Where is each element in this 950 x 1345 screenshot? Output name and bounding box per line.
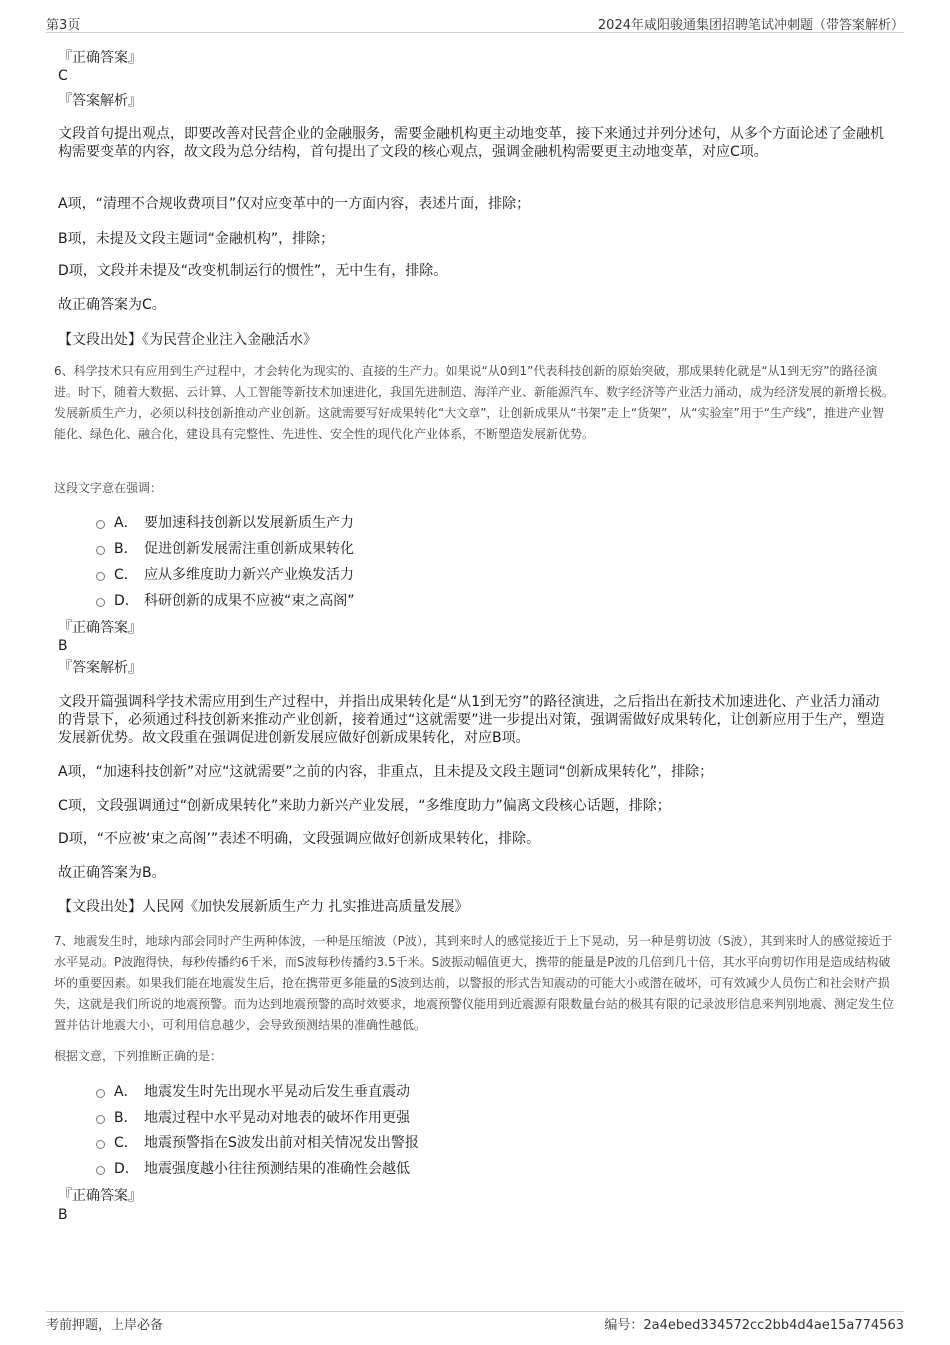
option-text: 地震过程中水平晃动对地表的破坏作用更强 — [144, 1110, 410, 1126]
answer-value: B — [58, 1207, 68, 1223]
analysis-note: C项，文段强调通过“创新成果转化”来助力新兴产业发展，“多维度助力”偏离文段核心话题，排除； — [58, 798, 671, 814]
radio-button[interactable] — [96, 1089, 105, 1098]
analysis-note: D项，文段并未提及“改变机制运行的惯性”，无中生有，排除。 — [58, 263, 448, 279]
option-text: 应从多维度助力新兴产业焕发活力 — [144, 567, 354, 583]
analysis-note: A项，“清理不合规收费项目”仅对应变革中的一方面内容，表述片面，排除； — [58, 196, 531, 212]
analysis-label: 『答案解析』 — [58, 93, 142, 109]
final-answer: 故正确答案为B。 — [58, 865, 166, 881]
answer-value: C — [58, 68, 68, 84]
answer-label: 『正确答案』 — [58, 1188, 142, 1204]
option-letter: A． — [114, 515, 138, 531]
radio-button[interactable] — [96, 1166, 105, 1175]
answer-label: 『正确答案』 — [58, 620, 142, 636]
option-letter: C． — [114, 567, 138, 583]
option-text: 要加速科技创新以发展新质生产力 — [144, 515, 354, 531]
question-prompt: 根据文意，下列推断正确的是： — [54, 1049, 223, 1063]
option-letter: D． — [114, 593, 139, 609]
footer-slogan: 考前押题，上岸必备 — [46, 1318, 164, 1333]
option-text: 地震发生时先出现水平晃动后发生垂直震动 — [144, 1084, 410, 1100]
option-c[interactable] — [96, 564, 354, 584]
header-divider — [46, 32, 904, 33]
option-text: 科研创新的成果不应被“束之高阁” — [144, 593, 355, 609]
source-citation: 【文段出处】人民网《加快发展新质生产力 扎实推进高质量发展》 — [58, 899, 469, 915]
analysis-text: 文段开篇强调科学技术需应用到生产过程中，并指出成果转化是“从1到无穷”的路径演进，之后指出在新技术加速进化、产业活力涌动的背景下，必须通过科技创新来推动产业创新，接着通过“这就需要”进一步提出对策，强调需做好成果转化，让创新应用于生产，塑造发展新优势。故文段重在强调促进创新发展应做好创新成果转化，对应B项。 — [58, 694, 885, 746]
footer-divider — [46, 1311, 904, 1312]
option-text: 地震预警指在S波发出前对相关情况发出警报 — [144, 1135, 419, 1151]
final-answer: 故正确答案为C。 — [58, 297, 166, 313]
radio-button[interactable] — [96, 546, 105, 555]
option-d[interactable] — [96, 590, 355, 610]
source-citation: 【文段出处】《为民营企业注入金融活水》 — [58, 332, 317, 348]
option-b[interactable] — [96, 1107, 410, 1127]
document-title: 2024年咸阳骏通集团招聘笔试冲刺题（带答案解析） — [597, 18, 904, 33]
page-number: 第3页 — [46, 18, 81, 33]
answer-label: 『正确答案』 — [58, 50, 142, 66]
option-letter: A． — [114, 1084, 138, 1100]
answer-value: B — [58, 638, 68, 654]
question-prompt: 这段文字意在强调： — [54, 481, 163, 495]
question-stem: 6、科学技术只有应用到生产过程中，才会转化为现实的、直接的生产力。如果说“从0到1”代表科技创新的原始突破，那成果转化就是“从1到无穷”的路径演进。时下，随着大数据、云计算、人工智能等新技术加速进化，我国先进制造、海洋产业、新能源汽车、数字经济等产业活力涌动，成为经济发展的新增长极。发展新质生产力，必须以科技创新推动产业创新。这就需要写好成果转化“大文章”，让创新成果从“书架”走上“货架”，从“实验室”用于“生产线”，推进产业智能化、绿色化、融合化，建设具有完整性、先进性、安全性的现代化产业体系，不断塑造发展新优势。 — [54, 364, 895, 441]
option-text: 地震强度越小往往预测结果的准确性会越低 — [144, 1161, 410, 1177]
radio-button[interactable] — [96, 1140, 105, 1149]
option-text: 促进创新发展需注重创新成果转化 — [144, 541, 354, 557]
option-letter: D． — [114, 1161, 139, 1177]
analysis-label: 『答案解析』 — [58, 660, 142, 676]
radio-button[interactable] — [96, 520, 105, 529]
analysis-note: D项，“不应被‘束之高阁’”表述不明确，文段强调应做好创新成果转化，排除。 — [58, 831, 541, 847]
option-d[interactable] — [96, 1158, 410, 1178]
option-letter: B． — [114, 541, 138, 557]
radio-button[interactable] — [96, 572, 105, 581]
radio-button[interactable] — [96, 1115, 105, 1124]
analysis-note: A项，“加速科技创新”对应“这就需要”之前的内容，非重点，且未提及文段主题词“创新成果转化”，排除； — [58, 764, 714, 780]
option-a[interactable] — [96, 1081, 410, 1101]
option-c[interactable] — [96, 1132, 419, 1152]
question-stem: 7、地震发生时，地球内部会同时产生两种体波，一种是压缩波（P波），其到来时人的感觉接近于上下晃动，另一种是剪切波（S波），其到来时人的感觉接近于水平晃动。P波跑得快，每秒传播约6千米，而S波每秒传播约3.5千米。S波振动幅值更大，携带的能量是P波的几倍到几十倍，其水平向剪切作用是造成结构破坏的重要因素。如果我们能在地震发生后，抢在携带更多能量的S波到达前，以警报的形式告知震动的可能大小或潜在破坏，可有效减少人员伤亡和社会财产损失，这就是我们所说的地震预警。而为达到地震预警的高时效要求，地震预警仪能用到近震源有限数量台站的极其有限的记录波形信息来判别地震、测定发生位置并估计地震大小，可利用信息越少，会导致预测结果的准确性越低。 — [54, 934, 895, 1032]
option-b[interactable] — [96, 538, 354, 558]
analysis-note: B项，未提及文段主题词“金融机构”，排除； — [58, 231, 335, 247]
option-letter: C． — [114, 1135, 138, 1151]
option-a[interactable] — [96, 512, 354, 532]
document-id: 编号：2a4ebed334572cc2bb4d4ae15a774563 — [604, 1318, 904, 1333]
radio-button[interactable] — [96, 598, 105, 607]
analysis-text: 文段首句提出观点，即要改善对民营企业的金融服务，需要金融机构更主动地变革，接下来通过并列分述句，从多个方面论述了金融机构需要变革的内容，故文段为总分结构，首句提出了文段的核心观点，强调金融机构需要更主动地变革，对应C项。 — [58, 126, 884, 160]
option-letter: B． — [114, 1110, 138, 1126]
